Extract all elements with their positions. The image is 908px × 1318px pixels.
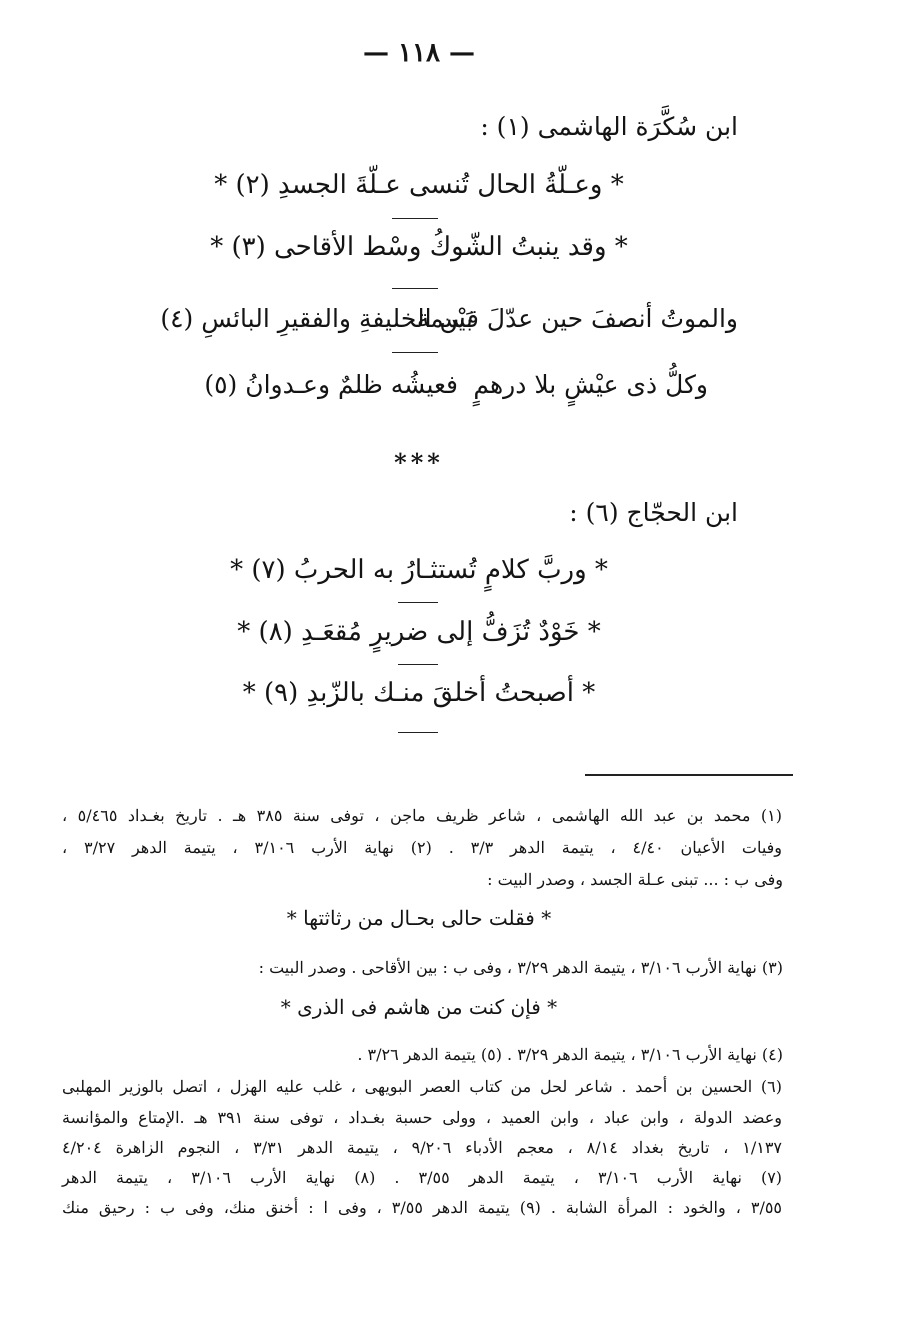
verse-divider — [398, 664, 438, 665]
verse-divider — [392, 288, 438, 289]
verse-divider — [398, 602, 438, 603]
couplet1-first-hemistich: والموتُ أنصفَ حين عدّلَ قسمة — [416, 304, 738, 333]
footnote-line: (١) محمد بن عبد الله الهاشمى ، شاعر ظريف ماجن ، توفى سنة ٣٨٥ هـ . تاريخ بغـداد ٥/٤٦٥ ، — [62, 806, 782, 825]
footnote-line: وفى ب : ... تبنى عـلة الجسد ، وصدر البيت : — [487, 870, 783, 889]
verse-divider — [392, 352, 438, 353]
couplet1-second-hemistich: بَيْن الخليفةِ والفقيرِ البائسِ (٤) — [160, 304, 473, 333]
footnote-quoted-verse: * فقلت حالى بحـال من رثاثتها * — [286, 906, 552, 930]
couplet2-first-hemistich: وكلُّ ذى عيْشٍ بلا درهمٍ — [473, 370, 708, 399]
footnote-line: (٧) نهاية الأرب ٣/١٠٦ ، يتيمة الدهر ٣/٥٥ . (٨) نهاية الأرب ٣/١٠٦ ، يتيمة الدهر — [62, 1168, 783, 1187]
verse-divider — [398, 732, 438, 733]
footnote-line: (٤) نهاية الأرب ٣/١٠٦ ، يتيمة الدهر ٣/٢٩ . (٥) يتيمة الدهر ٣/٢٦ . — [357, 1045, 783, 1064]
page-number: — ١١٨ — — [362, 38, 476, 68]
footnote-line: (٦) الحسين بن أحمد . شاعر لحل من كتاب العصر البويهى ، غلب عليه الهزل ، اتصل بالوزير المهلبى — [62, 1077, 782, 1096]
footnote-line: ٣/٥٥ ، والخود : المرأة الشابة . (٩) يتيمة الدهر ٣/٥٥ ، وفى ا : أخنق منك، وفى ب : رحيق منك — [62, 1198, 783, 1217]
poem2-heading: ابن الحجّاج (٦) : — [569, 498, 738, 527]
footnote-line: (٣) نهاية الأرب ٣/١٠٦ ، يتيمة الدهر ٣/٢٩ ، وفى ب : بين الأقاحى . وصدر البيت : — [258, 958, 783, 977]
poem1-verse1: * وعـلّةُ الحال تُنسى عـلّةَ الجسدِ (٢) * — [214, 170, 624, 200]
section-separator: *** — [394, 448, 444, 477]
footnote-line: ١/١٣٧ ، تاريخ بغداد ٨/١٤ ، معجم الأدباء ٩/٢٠٦ ، يتيمة الدهر ٣/٣١ ، النجوم الزاهرة ٤/٢٠٤ — [62, 1138, 782, 1157]
poem2-verse3: * أصبحتُ أخلقَ منـك بالزّبدِ (٩) * — [242, 678, 596, 708]
footnote-separator — [585, 774, 793, 776]
footnote-quoted-verse: * فإن كنت من هاشم فى الذرى * — [280, 995, 558, 1019]
footnote-line: وعضد الدولة ، وابن عباد ، وابن العميد ، وولى حسبة بغـداد ، توفى سنة ٣٩١ هـ .الإمتاع والمؤانسة — [62, 1108, 783, 1127]
poem2-verse2: * خَوْدٌ تُزَفُّ إلى ضريرٍ مُقعَـدِ (٨) * — [237, 617, 601, 647]
verse-divider — [392, 218, 438, 219]
poem1-verse2: * وقد ينبتُ الشّوكُ وسْط الأقاحى (٣) * — [210, 232, 628, 262]
poem1-heading: ابن سُكَّرَة الهاشمى (١) : — [480, 112, 738, 141]
couplet2-second-hemistich: فعيشُه ظلمٌ وعـدوانُ (٥) — [204, 370, 458, 399]
poem2-verse1: * وربَّ كلامٍ تُستثـارُ به الحربُ (٧) * — [230, 555, 608, 585]
footnote-line: وفيات الأعيان ٤/٤٠ ، يتيمة الدهر ٣/٣ . (٢) نهاية الأرب ٣/١٠٦ ، يتيمة الدهر ٣/٢٧ ، — [62, 838, 783, 857]
